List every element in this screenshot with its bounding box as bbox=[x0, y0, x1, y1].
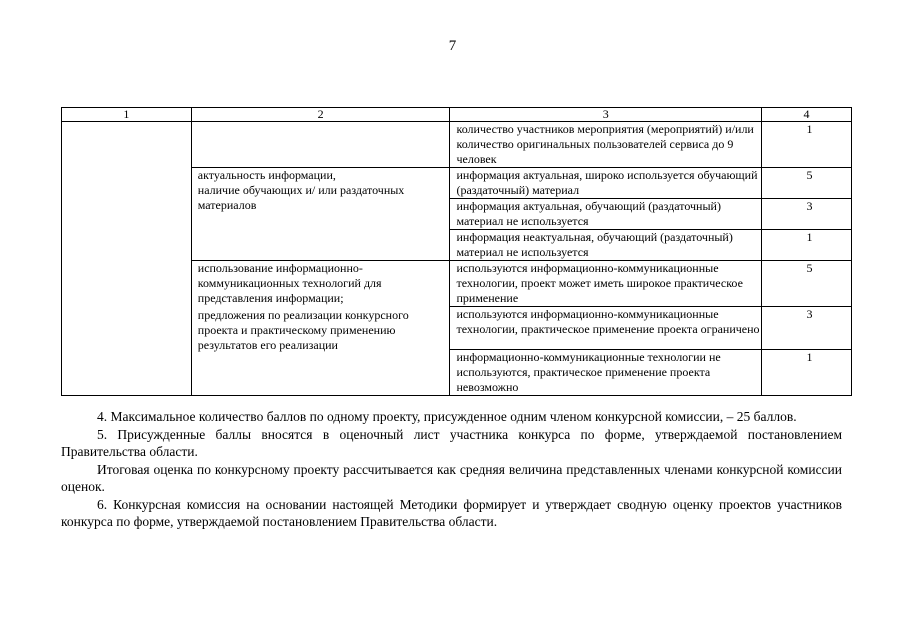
description-cell: количество участников мероприятия (мероприятий) и/или количество оригинальных пользователей сервиса до 9 человек bbox=[450, 122, 762, 168]
description-cell: используются информационно-коммуникационные технологии, практическое применение проекта ограничено bbox=[450, 307, 762, 350]
description-cell: информация неактуальная, обучающий (раздаточный) материал не используется bbox=[450, 230, 762, 261]
criteria-table bbox=[61, 107, 852, 396]
description-cell: используются информационно-коммуникационные технологии, проект может иметь широкое практическое применение bbox=[450, 261, 762, 307]
score-cell: 3 bbox=[762, 199, 852, 230]
table-row bbox=[62, 122, 852, 168]
paragraph-4: 4. Максимальное количество баллов по одному проекту, присужденное одним членом конкурсной комиссии, – 25 баллов. bbox=[97, 409, 797, 424]
score-cell: 1 bbox=[762, 122, 852, 168]
score-cell: 3 bbox=[762, 307, 852, 350]
paragraph-6: 6. Конкурсная комиссия на основании настоящей Методики формирует и утверждает сводную оценку проектов участников конкурса по форме, утверждаемой постановлением Правительства области. bbox=[61, 497, 842, 529]
page-number: 7 bbox=[448, 38, 457, 54]
criterion-line: предложения по реализации конкурсного проекта и практическому применению результатов его реализации bbox=[197, 308, 409, 352]
section-cell bbox=[62, 122, 192, 396]
criterion-line: наличие обучающих и/ или раздаточных материалов bbox=[197, 183, 405, 212]
score-cell: 1 bbox=[762, 350, 852, 396]
paragraph-5: 5. Присужденные баллы вносятся в оценочный лист участника конкурса по форме, утверждаемой постановлением Правительства области. bbox=[61, 427, 842, 459]
score-cell: 5 bbox=[762, 261, 852, 307]
description-cell: информация актуальная, широко используется обучающий (раздаточный) материал bbox=[450, 168, 762, 199]
column-header-3: 3 bbox=[450, 108, 762, 122]
criterion-cell bbox=[191, 122, 450, 168]
body-text bbox=[61, 408, 842, 531]
table-header-row bbox=[62, 108, 852, 122]
criterion-line: использование информационно-коммуникационных технологий для представления информации; bbox=[197, 261, 382, 305]
column-header-4: 4 bbox=[762, 108, 852, 122]
column-header-1: 1 bbox=[62, 108, 192, 122]
paragraph-final-score: Итоговая оценка по конкурсному проекту рассчитывается как средняя величина представленных членами конкурсной комиссии оценок. bbox=[61, 462, 842, 494]
criterion-line: актуальность информации, bbox=[197, 168, 336, 182]
score-cell: 1 bbox=[762, 230, 852, 261]
score-cell: 5 bbox=[762, 168, 852, 199]
criterion-cell bbox=[191, 261, 450, 396]
criterion-cell bbox=[191, 168, 450, 261]
description-cell: информационно-коммуникационные технологии не используются, практическое применение проекта невозможно bbox=[450, 350, 762, 396]
column-header-2: 2 bbox=[191, 108, 450, 122]
description-cell: информация актуальная, обучающий (раздаточный) материал не используется bbox=[450, 199, 762, 230]
